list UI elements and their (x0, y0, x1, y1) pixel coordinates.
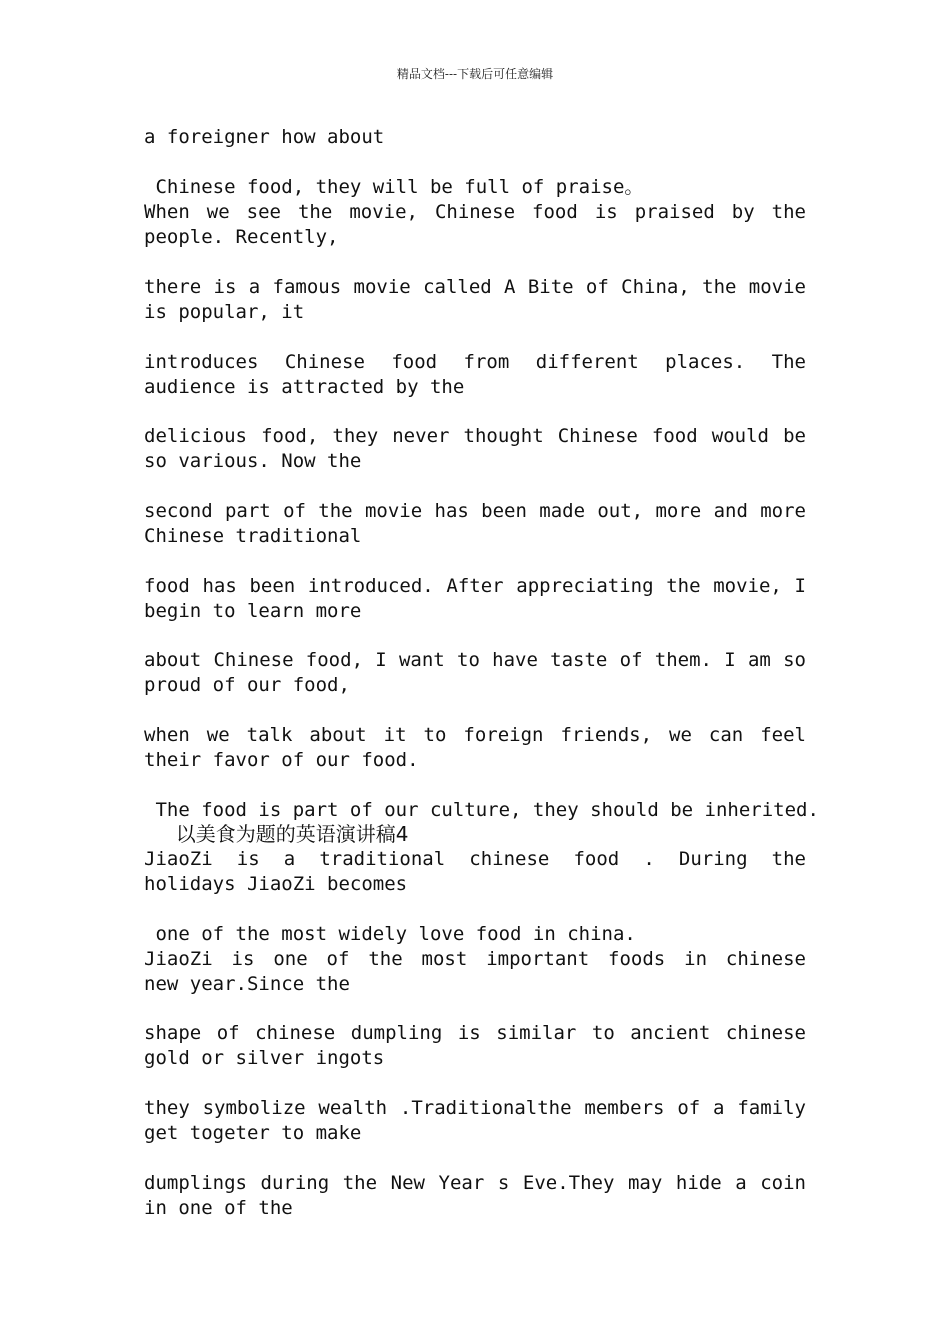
text-line: get togeter to make (144, 1122, 362, 1144)
text-line: new year.Since the (144, 973, 350, 995)
page-header: 精品文档---下载后可任意编辑 (396, 67, 554, 81)
text-line: Chinese food, they will be full of praise。 (144, 176, 644, 198)
text-line: second part of the movie has been made out, more and more (144, 500, 806, 522)
text-line: when we talk about it to foreign friends, we can feel (144, 724, 806, 746)
text-line: begin to learn more (144, 600, 362, 622)
text-line: a foreigner how about (144, 126, 385, 148)
text-line: is popular, it (144, 301, 305, 323)
text-line: in one of the (144, 1197, 293, 1219)
text-line: food has been introduced. After appreciating the movie, I (144, 575, 806, 597)
text-line: people. Recently, (144, 226, 339, 248)
text-line: gold or silver ingots (144, 1047, 385, 1069)
text-line: When we see the movie, Chinese food is praised by the (144, 201, 806, 223)
text-line: they symbolize wealth .Traditionalthe members of a family (144, 1097, 806, 1119)
text-line: introduces Chinese food from different places. The (144, 351, 806, 373)
text-line: proud of our food, (144, 674, 350, 696)
text-line: their favor of our food. (144, 749, 419, 771)
text-line: delicious food, they never thought Chinese food would be (144, 425, 806, 447)
text-line: audience is attracted by the (144, 376, 465, 398)
text-line: holidays JiaoZi becomes (144, 873, 408, 895)
section-heading: 以美食为题的英语演讲稿4 (144, 822, 409, 846)
text-line: JiaoZi is one of the most important foods in chinese (144, 948, 806, 970)
text-line: Chinese traditional (144, 525, 362, 547)
text-line: about Chinese food, I want to have taste of them. I am so (144, 649, 806, 671)
text-line: JiaoZi is a traditional chinese food . During the (144, 848, 806, 870)
text-line: there is a famous movie called A Bite of China, the movie (144, 276, 806, 298)
text-line: dumplings during the New Year s Eve.They may hide a coin (144, 1172, 806, 1194)
text-line: shape of chinese dumpling is similar to ancient chinese (144, 1022, 806, 1044)
text-line: so various. Now the (144, 450, 362, 472)
text-line: The food is part of our culture, they should be inherited. (144, 799, 819, 821)
text-line: one of the most widely love food in china. (144, 923, 636, 945)
